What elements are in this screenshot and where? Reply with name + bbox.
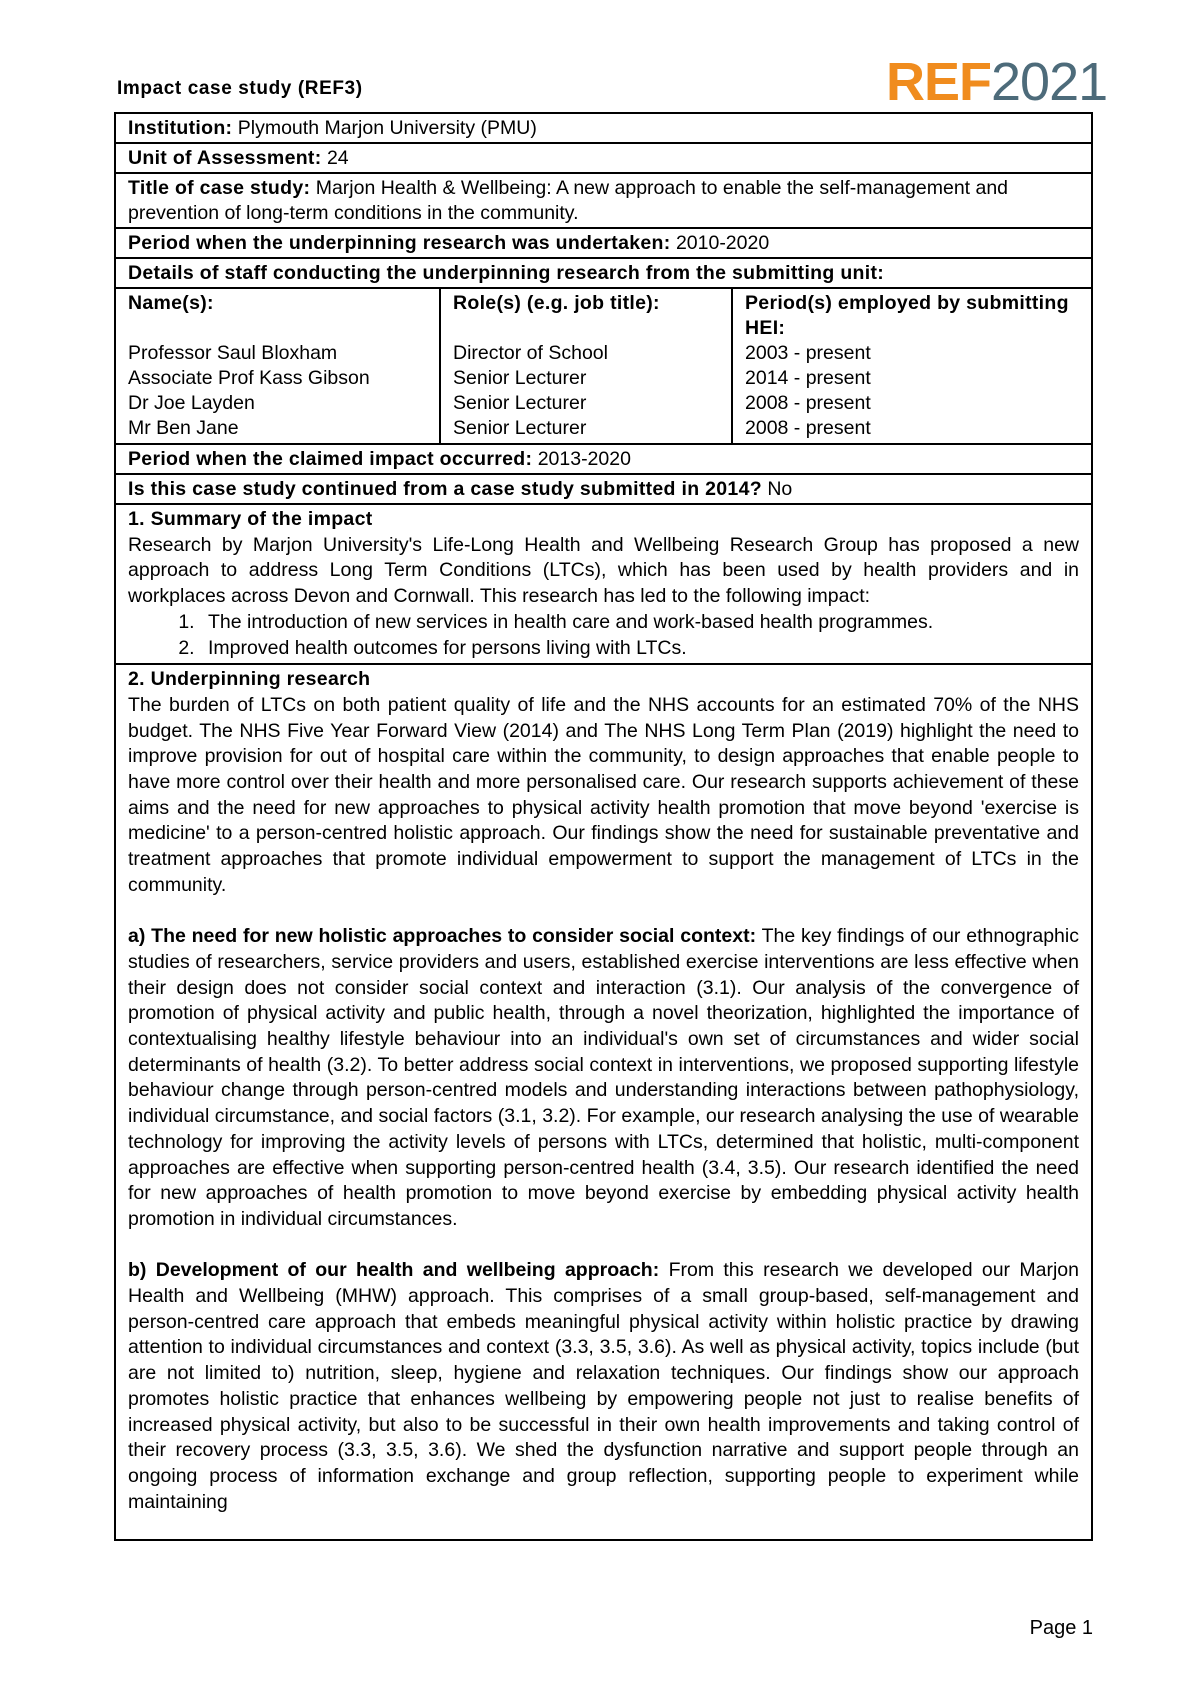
subsection-b-heading: b) Development of our health and wellbeing approach: <box>128 1259 660 1282</box>
staff-role: Director of School <box>453 342 608 364</box>
institution-value: Plymouth Marjon University (PMU) <box>237 117 537 139</box>
subsection-a-text: The key findings of our ethnographic studies of researchers, service providers and users, established exercise interventions are less effective when their design does not consider social context and interaction (3.1). Our analysis of the convergence of promotion of physical activity and public health, through a novel theorization, highlighted the importance of contextualising healthy lifestyle behaviour into an individual's own set of circumstances and wider social determinants of health (3.2). To better address social context in interventions, we proposed supporting lifestyle behaviour change through person-centred models and understanding interactions between pathophysiology, individual circumstance, and social factors (3.1, 3.2). For example, our research analysing the use of wearable technology for improving the activity levels of persons with LTCs, determined that holistic, multi-component approaches are effective when supporting person-centred health (3.4, 3.5). Our research identified the need for new approaches of health promotion to move beyond exercise by embedding physical activity health promotion in individual circumstances. <box>128 925 1079 1230</box>
page-number: Page 1 <box>1029 1617 1093 1639</box>
summary-heading: 1. Summary of the impact <box>128 508 373 530</box>
staff-table <box>116 289 1091 445</box>
staff-names-column <box>116 289 441 443</box>
staff-name: Dr Joe Layden <box>128 392 255 414</box>
ref2021-logo <box>886 52 1108 112</box>
list-item: 1. The introduction of new services in health care and work-based health programmes. <box>200 610 1079 636</box>
list-item: 2. Improved health outcomes for persons living with LTCs. <box>200 636 1079 662</box>
staff-period: 2008 - present <box>745 392 871 414</box>
staff-name: Professor Saul Bloxham <box>128 342 338 364</box>
continued-row <box>116 475 1091 505</box>
periods-header: Period(s) employed by submitting HEI: <box>745 292 1069 339</box>
impact-period-value: 2013-2020 <box>537 448 631 470</box>
underpinning-heading: 2. Underpinning research <box>128 668 371 691</box>
unit-row <box>116 144 1091 174</box>
title-value: Marjon Health & Wellbeing: A new approach to enable the self-management and prevention of long-term conditions in the community. <box>128 177 1009 224</box>
continued-label: Is this case study continued from a case study submitted in 2014? <box>128 478 762 500</box>
staff-role: Senior Lecturer <box>453 367 587 389</box>
staff-period: 2003 - present <box>745 342 871 364</box>
title-label: Title of case study: <box>128 177 311 199</box>
continued-value: No <box>767 478 793 500</box>
staff-periods-column <box>733 289 1091 443</box>
institution-label: Institution: <box>128 117 233 139</box>
impact-list <box>128 610 1079 661</box>
title-row <box>116 174 1091 229</box>
institution-row <box>116 114 1091 144</box>
subsection-b <box>128 1258 1079 1515</box>
research-period-value: 2010-2020 <box>675 232 770 254</box>
logo-ref-text: REF <box>886 52 991 112</box>
staff-details-label: Details of staff conducting the underpinning research from the submitting unit: <box>128 262 885 284</box>
staff-role: Senior Lecturer <box>453 392 587 414</box>
underpinning-section <box>116 665 1091 1517</box>
staff-role: Senior Lecturer <box>453 417 587 439</box>
staff-period: 2014 - present <box>745 367 871 389</box>
research-period-label: Period when the underpinning research was undertaken: <box>128 232 671 254</box>
impact-period-row <box>116 445 1091 475</box>
underpinning-intro: The burden of LTCs on both patient quality of life and the NHS accounts for an estimated 70% of the NHS budget. The NHS Five Year Forward View (2014) and The NHS Long Term Plan (2019) highlight the need to improve provision for out of hospital care within the community, to design approaches that enable people to have more control over their health and more personalised care. Our research supports achievement of these aims and the need for new approaches to physical activity health promotion that move beyond 'exercise is medicine' to a person-centred holistic approach. Our findings show the need for sustainable preventative and treatment approaches that promote individual empowerment to support the management of LTCs in the community. <box>128 693 1079 896</box>
case-study-form <box>114 112 1093 1541</box>
impact-period-label: Period when the claimed impact occurred: <box>128 448 533 470</box>
logo-year-text: 2021 <box>991 52 1108 112</box>
summary-section <box>116 505 1091 665</box>
staff-details-row <box>116 259 1091 289</box>
subsection-a <box>128 924 1079 1232</box>
research-period-row <box>116 229 1091 259</box>
unit-value: 24 <box>326 147 349 169</box>
subsection-b-text: From this research we developed our Marjon Health and Wellbeing (MHW) approach. This comprises of a small group-based, self-management and person-centred care approach that embeds meaningful physical activity within holistic practice by drawing attention to individual circumstances and context (3.3, 3.5, 3.6). As well as physical activity, topics include (but are not limited to) nutrition, sleep, hygiene and relaxation techniques. Our findings show our approach promotes holistic practice that enhances wellbeing by empowering people not just to realise benefits of increased physical activity, but also to be successful in their own health improvements and taking control of their recovery process (3.3, 3.5, 3.6). We shed the dysfunction narrative and support people through an ongoing process of information exchange and group reflection, supporting people to experiment while maintaining <box>128 1259 1079 1513</box>
staff-roles-column <box>441 289 733 443</box>
roles-header: Role(s) (e.g. job title): <box>453 292 660 314</box>
staff-period: 2008 - present <box>745 417 871 439</box>
staff-name: Associate Prof Kass Gibson <box>128 367 370 389</box>
unit-label: Unit of Assessment: <box>128 147 322 169</box>
summary-text: Research by Marjon University's Life-Long Health and Wellbeing Research Group has proposed a new approach to address Long Term Conditions (LTCs), which has been used by health providers and in workplaces across Devon and Cornwall. This research has led to the following impact: <box>128 533 1079 608</box>
names-header: Name(s): <box>128 292 214 314</box>
subsection-a-heading: a) The need for new holistic approaches to consider social context: <box>128 925 757 948</box>
staff-name: Mr Ben Jane <box>128 417 239 439</box>
document-label: Impact case study (REF3) <box>117 78 363 99</box>
